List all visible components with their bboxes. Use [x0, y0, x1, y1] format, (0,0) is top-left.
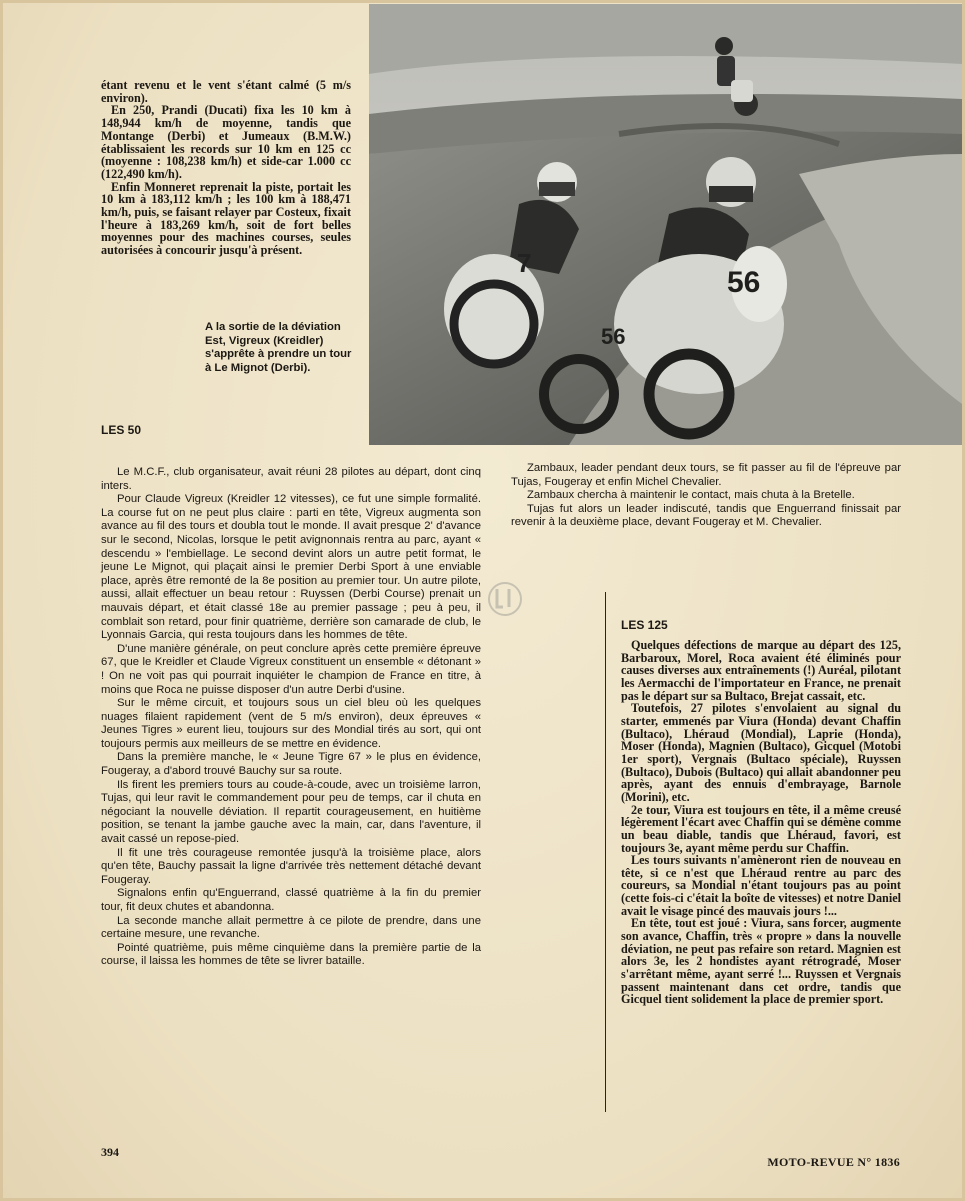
article-paragraph: Pour Claude Vigreux (Kreidler 12 vitesses), ce fut une simple formalité. La course fut on ne peut plus claire : parti en tête, Vigreux augmenta son avance au fil des tours et doubla tout le monde. Il avait presque 2' d'avance sur le second, Nicolas, lorsque le petit avignonnais rentra au parc, ayant « descendu » l'embiellage. Le second devint alors un autre petit format, le jeune Le Mignot, qui plaçait ainsi le premier Derbi Sport à une enviable place, après être remonté de la 8e position au premier tour. Un autre pilote, aussi, allait effectuer un beau retour : Ruyssen (Derbi Course) prenait un mauvais départ, et était classé 18e au premier passage ; peu à peu, il comblait son retard, pour finir quatrième, derrière son camarade de club, le Lyonnais Garcia, qui resta toujours dans les hommes de tête.: [101, 493, 481, 642]
article-paragraph: Le M.C.F., club organisateur, avait réuni 28 pilotes au départ, dont cinq inters.: [101, 466, 481, 492]
watermark-logo: [487, 573, 523, 625]
article-paragraph: Signalons enfin qu'Enguerrand, classé quatrième à la fin du premier tour, fit deux chutes et abandonna.: [101, 887, 481, 913]
article-paragraph: La seconde manche allait permettre à ce pilote de prendre, dans une certaine mesure, une revanche.: [101, 914, 481, 941]
intro-paragraph: étant revenu et le vent s'étant calmé (5 m/s environ).: [101, 78, 351, 105]
right-top-column: [511, 462, 901, 530]
article-paragraph: Ils firent les premiers tours au coude-à-coude, avec un troisième larron, Tujas, qui leur ravit le commandement pour peu de temps, car il chuta en négociant la nouvelle déviation. Il repartit courageusement, en huitième position, se tenant la jambe gauche avec la main, car, dans l'aventure, il avait cassé un repose-pied.: [101, 778, 481, 846]
photo-caption: A la sortie de la déviation Est, Vigreux (Kreidler) s'apprête à prendre un tour à Le Mignot (Derbi).: [205, 321, 352, 374]
article-paragraph: Il fit une très courageuse remontée jusqu'à la troisième place, alors qu'en tête, Bauchy passait la ligne d'arrivée très nettement détaché devant Fougeray.: [101, 846, 481, 886]
article-paragraph: Zambaux, leader pendant deux tours, se fit passer au fil de l'épreuve par Tujas, Fougeray et enfin Michel Chevalier.: [511, 462, 901, 488]
intro-paragraph: En 250, Prandi (Ducati) fixa les 10 km à 148,944 km/h de moyenne, tandis que Montange (Derbi) et Jumeaux (B.M.W.) établissaient les records sur 10 km en 125 cc (moyenne : 108,238 km/h) et side-car 1.000 cc (122,490 km/h).: [101, 103, 351, 181]
article-paragraph: Sur le même circuit, et toujours sous un ciel bleu où les quelques nuages filaient rapidement (vent de 5 m/s environ), deux épreuves « Jeunes Tigres » eurent lieu, toujours sur des Mondial tirés au sort, qui ont toujours permis aux meilleurs de se mettre en évidence.: [101, 697, 481, 750]
magazine-issue: MOTO-REVUE N° 1836: [767, 1155, 900, 1169]
article-paragraph: Zambaux chercha à maintenir le contact, mais chuta à la Bretelle.: [527, 489, 855, 502]
article-paragraph: Tujas fut alors un leader indiscuté, tandis que Enguerrand finissait par revenir à la deuxième place, devant Fougeray et M. Chevalier.: [511, 502, 901, 529]
race-photo: [369, 4, 962, 445]
article-paragraph: Pointé quatrième, puis même cinquième dans la première partie de la course, il laissa les hommes de tête se livrer bataille.: [101, 941, 481, 968]
article-paragraph: 2e tour, Viura est toujours en tête, il a même creusé légèrement l'écart avec Chaffin qui se démène comme un beau diable, tandis que Lhéraud, favori, est toujours 3e, ayant même perdu sur Chaffin.: [621, 802, 901, 855]
race-photo-image: [369, 4, 962, 445]
section-heading-50: LES 50: [101, 423, 142, 437]
article-paragraph: Les tours suivants n'amèneront rien de nouveau en tête, si ce n'est que Lhéraud rentre au parc des coureurs, sa Mondial n'étant toujours pas au point (cette fois-ci c'était la boîte de vitesses) et notre Daniel avait le visage pincé des mauvais jours !...: [621, 853, 901, 918]
page-number: 394: [101, 1145, 119, 1159]
intro-paragraph: Enfin Monneret reprenait la piste, portait les 10 km à 183,112 km/h ; les 100 km à 188,471 km/h, puis, se faisant relayer par Costeux, fixait l'heure à 183,269 km/h, soit de fort belles moyennes pour des machines courses, seules autorisées à concourir jusqu'à présent.: [101, 179, 351, 258]
section-50-column: [101, 466, 481, 969]
section-125-column: [621, 639, 901, 1006]
bike-number-56-front: 56: [727, 266, 761, 299]
column-divider: [605, 592, 606, 1112]
article-paragraph: Dans la première manche, le « Jeune Tigre 67 » le plus en évidence, Fougeray, a d'abord trouvé Bauchy sur sa route.: [101, 751, 481, 778]
bike-number-7: 7: [517, 248, 532, 278]
article-paragraph: Toutefois, 27 pilotes s'envolaient au signal du starter, emmenés par Viura (Honda) devant Chaffin (Bultaco), Lhéraud (Mondial), Laprie (Honda), Moser (Honda), Magnien (Bultaco), Gicquel (Motobi 1er sport), Vergnais (Bultaco spéciale), Ruyssen (Bultaco), Dubois (Bultaco) qui allait abandonner peu après, ayant des ennuis d'embrayage, Barnole (Morini), etc.: [621, 701, 901, 804]
article-paragraph: D'une manière générale, on peut conclure après cette première épreuve 67, que le Kreidler et Claude Vigreux constituent un ensemble « détonant » ! On ne voit pas qui pourrait inquiéter le champion de France en titre, à moins que Roca ne puisse disposer d'un autre Derbi d'usine.: [101, 642, 481, 696]
intro-column: [101, 79, 351, 257]
section-heading-125: LES 125: [621, 618, 668, 632]
bike-number-56-side: 56: [601, 324, 626, 349]
article-paragraph: Quelques défections de marque au départ des 125, Barbaroux, Morel, Roca avaient été éliminés pour causes diverses aux entraînements (!) Auréal, pilotant les Aermacchi de l'importateur en France, ne prenait pas le départ sur sa Bultaco, Brejat cassait, etc.: [621, 638, 901, 703]
article-paragraph: En tête, tout est joué : Viura, sans forcer, augmente son avance, Chaffin, très « propre » dans la nouvelle déviation, ne peut pas refaire son retard. Magnien est alors 3e, les 2 hondistes ayant rétrogradé, Moser s'arrêtant même, ayant serré !... Ruyssen et Vergnais passent maintenant dans cet ordre, tandis que Gicquel tient solidement la place de premier sport.: [621, 916, 901, 1007]
